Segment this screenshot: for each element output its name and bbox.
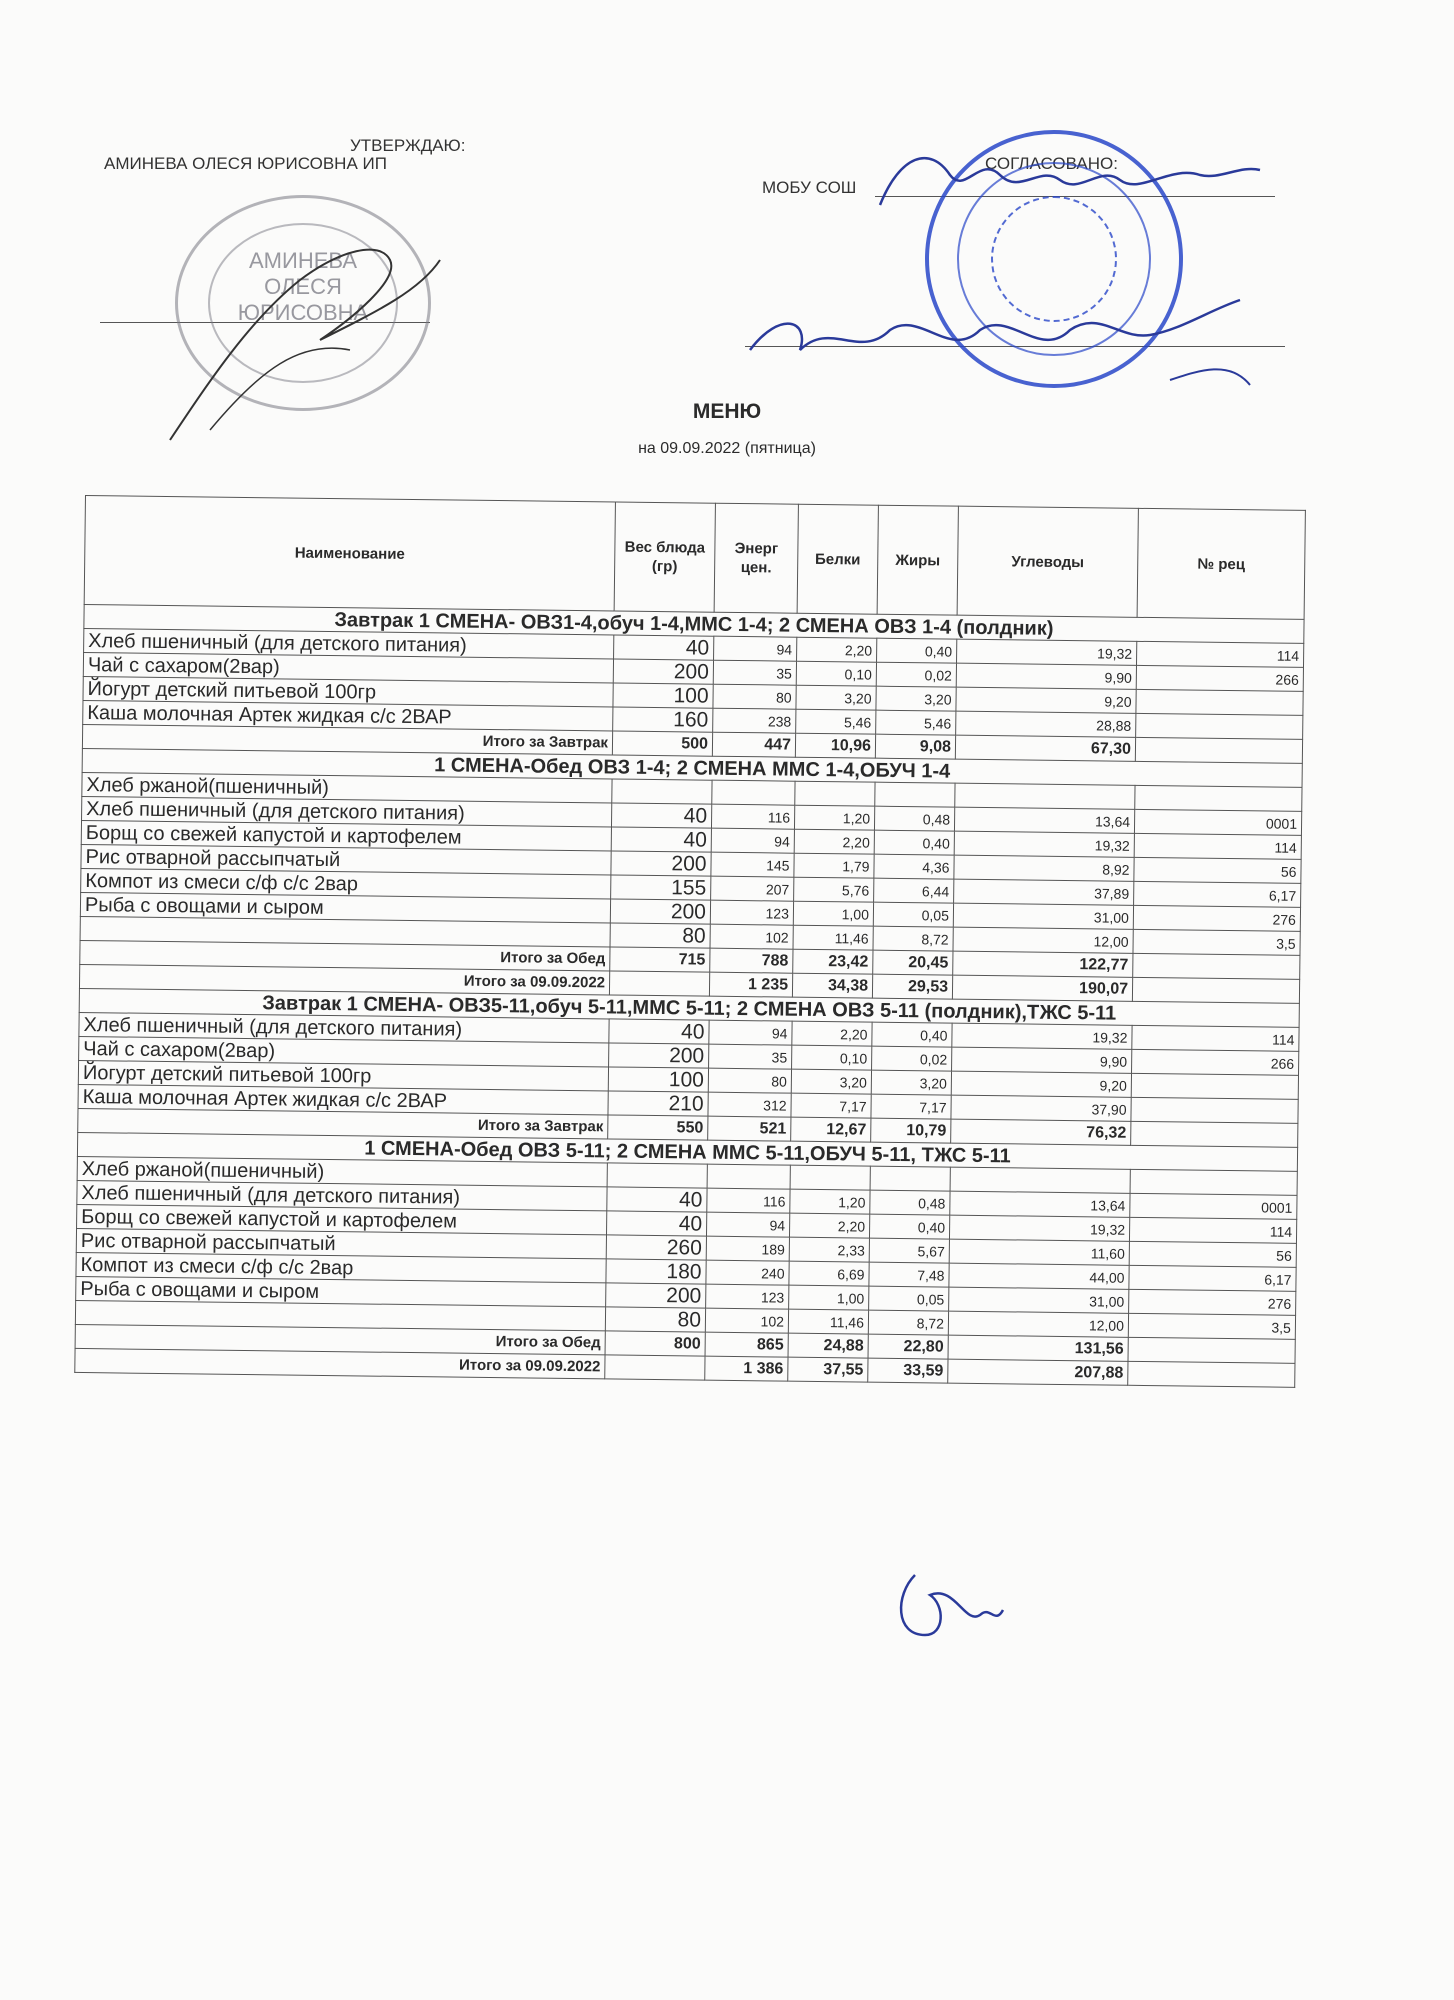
bottom-signature (885, 1555, 1005, 1645)
dish-name: Рыба с овощами и сыром (80, 892, 610, 922)
total-protein: 10,96 (795, 733, 875, 758)
dish-protein: 2,20 (797, 637, 877, 662)
dish-energy: 116 (711, 804, 794, 829)
dish-fat: 8,72 (868, 1310, 948, 1335)
dish-name: Йогурт детский питьевой 100гр (78, 1060, 608, 1090)
total-fat: 10,79 (871, 1118, 951, 1143)
dish-weight: 40 (611, 803, 711, 828)
dish-energy: 116 (707, 1188, 790, 1213)
totals-empty-cell (1131, 1121, 1298, 1147)
dish-name: Борщ со свежей капустой и картофелем (77, 1204, 607, 1234)
dish-protein: 7,17 (791, 1093, 871, 1118)
dish-weight: 260 (606, 1235, 706, 1260)
total-carbs: 122,77 (953, 951, 1133, 977)
dish-name: Хлеб пшеничный (для детского питания) (79, 1012, 609, 1042)
total-carbs: 67,30 (955, 735, 1135, 761)
recipe-number: 3,5 (1133, 929, 1300, 955)
dish-energy: 102 (705, 1308, 788, 1333)
dish-name: Чай с сахаром(2вар) (79, 1036, 609, 1066)
total-fat: 33,59 (868, 1358, 948, 1383)
recipe-number (1135, 785, 1302, 811)
dish-fat: 0,02 (872, 1046, 952, 1071)
dish-weight: 200 (609, 1043, 709, 1068)
dish-carbs: 19,32 (954, 831, 1134, 857)
total-weight: 550 (608, 1115, 708, 1140)
dish-name: Каша молочная Артек жидкая с/с 2ВАР (83, 700, 613, 730)
dish-energy: 80 (713, 684, 796, 709)
total-fat: 22,80 (868, 1334, 948, 1359)
dish-fat: 0,40 (877, 638, 957, 663)
dish-protein: 5,46 (796, 709, 876, 734)
dish-protein: 2,20 (789, 1213, 869, 1238)
dish-fat: 5,67 (869, 1238, 949, 1263)
dish-weight: 200 (611, 851, 711, 876)
dish-energy: 123 (706, 1284, 789, 1309)
dish-name: Каша молочная Артек жидкая с/с 2ВАР (78, 1084, 608, 1114)
column-header: Энерг цен. (714, 503, 798, 613)
total-weight: 715 (610, 947, 710, 972)
totals-label: Итого за Обед (75, 1324, 605, 1354)
dish-protein: 0,10 (796, 661, 876, 686)
column-header: Жиры (877, 505, 958, 615)
total-carbs: 190,07 (952, 975, 1132, 1001)
table-header-row (84, 496, 1305, 620)
menu-table-body (75, 604, 1304, 1387)
dish-weight: 155 (611, 875, 711, 900)
total-carbs: 131,56 (948, 1335, 1128, 1361)
dish-fat (875, 782, 955, 807)
total-fat: 29,53 (872, 974, 952, 999)
dish-name: Хлеб пшеничный (для детского питания) (84, 628, 614, 658)
recipe-number (1131, 1097, 1298, 1123)
total-weight (609, 971, 709, 996)
recipe-number (1136, 713, 1303, 739)
dish-protein: 2,20 (794, 829, 874, 854)
total-weight: 800 (605, 1331, 705, 1356)
recipe-number: 114 (1129, 1217, 1296, 1243)
total-protein: 23,42 (793, 949, 873, 974)
total-fat: 20,45 (873, 950, 953, 975)
dish-energy (707, 1164, 790, 1189)
dish-energy (712, 780, 795, 805)
column-header: Углеводы (957, 506, 1138, 617)
recipe-number: 6,17 (1129, 1265, 1296, 1291)
dish-name: Йогурт детский питьевой 100гр (83, 676, 613, 706)
dish-weight: 40 (606, 1211, 706, 1236)
dish-weight: 160 (613, 707, 713, 732)
dish-energy: 102 (710, 924, 793, 949)
recipe-number: 56 (1134, 857, 1301, 883)
dish-protein: 11,46 (788, 1309, 868, 1334)
dish-fat: 4,36 (874, 854, 954, 879)
total-energy: 788 (710, 948, 793, 973)
dish-weight: 180 (606, 1259, 706, 1284)
dish-fat: 7,17 (871, 1094, 951, 1119)
school-label: МОБУ СОШ (762, 178, 857, 197)
recipe-number: 0001 (1134, 809, 1301, 835)
totals-empty-cell (1132, 977, 1299, 1003)
page-subtitle: на 09.09.2022 (пятница) (638, 440, 816, 457)
totals-label: Итого за Завтрак (78, 1108, 608, 1138)
dish-name: Рис отварной рассыпчатый (81, 844, 611, 874)
dish-fat: 0,48 (874, 806, 954, 831)
total-energy: 1 235 (709, 972, 792, 997)
dish-carbs: 9,90 (952, 1047, 1132, 1073)
total-protein: 37,55 (788, 1357, 868, 1382)
page-title: МЕНЮ (692, 400, 762, 423)
totals-empty-cell (1128, 1361, 1295, 1387)
dish-carbs: 19,32 (949, 1215, 1129, 1241)
dish-protein (795, 781, 875, 806)
dish-protein: 11,46 (793, 925, 873, 950)
dish-energy: 145 (711, 852, 794, 877)
seal-text-line-1: АМИНЕВА (249, 248, 357, 273)
section-heading: 1 СМЕНА-Обед ОВЗ 5-11; 2 СМЕНА ММС 5-11,ОБУЧ 5-11, ТЖС 5-11 (77, 1132, 1297, 1171)
dish-fat: 0,40 (869, 1214, 949, 1239)
total-protein: 12,67 (791, 1117, 871, 1142)
dish-weight: 80 (605, 1307, 705, 1332)
dish-fat: 0,02 (876, 662, 956, 687)
total-energy: 521 (708, 1116, 791, 1141)
dish-carbs: 9,20 (956, 687, 1136, 713)
dish-weight: 80 (610, 923, 710, 948)
dish-protein: 1,20 (794, 805, 874, 830)
dish-name: Компот из смеси с/ф с/с 2вар (81, 868, 611, 898)
dish-fat: 0,40 (872, 1022, 952, 1047)
recipe-number (1136, 689, 1303, 715)
dish-energy: 35 (709, 1044, 792, 1069)
dish-energy: 80 (708, 1068, 791, 1093)
dish-protein: 0,10 (792, 1045, 872, 1070)
total-energy: 447 (712, 732, 795, 757)
totals-empty-cell (1128, 1337, 1295, 1363)
dish-name: Хлеб пшеничный (для детского питания) (77, 1180, 607, 1210)
dish-weight: 210 (608, 1091, 708, 1116)
totals-empty-cell (1135, 737, 1302, 763)
totals-label: Итого за Завтрак (82, 724, 612, 754)
dish-carbs: 9,90 (956, 663, 1136, 689)
agreed-signature (740, 290, 1260, 400)
agreed-label: СОГЛАСОВАНО: (985, 154, 1118, 173)
dish-weight: 200 (610, 899, 710, 924)
school-director-signature (870, 135, 1270, 255)
dish-energy: 94 (711, 828, 794, 853)
dish-energy: 94 (706, 1212, 789, 1237)
dish-protein: 1,00 (793, 901, 873, 926)
dish-energy: 312 (708, 1092, 791, 1117)
dish-weight: 40 (607, 1187, 707, 1212)
dish-energy: 189 (706, 1236, 789, 1261)
dish-name: Хлеб ржаной(пшеничный) (82, 772, 612, 802)
dish-fat (870, 1166, 950, 1191)
dish-carbs: 31,00 (953, 903, 1133, 929)
recipe-number: 0001 (1130, 1193, 1297, 1219)
total-fat: 9,08 (875, 734, 955, 759)
dish-name: Рис отварной рассыпчатый (76, 1228, 606, 1258)
dish-carbs: 13,64 (954, 807, 1134, 833)
dish-energy: 35 (713, 660, 796, 685)
column-header: № рец (1137, 508, 1305, 619)
dish-fat: 0,05 (869, 1286, 949, 1311)
dish-protein: 2,20 (792, 1021, 872, 1046)
dish-protein: 2,33 (789, 1237, 869, 1262)
dish-energy: 123 (710, 900, 793, 925)
dish-protein: 1,00 (789, 1285, 869, 1310)
dish-carbs (950, 1167, 1130, 1193)
dish-weight: 100 (613, 683, 713, 708)
recipe-number: 276 (1133, 905, 1300, 931)
dish-fat: 3,20 (876, 686, 956, 711)
dish-protein: 3,20 (791, 1069, 871, 1094)
dish-carbs: 8,92 (954, 855, 1134, 881)
approve-label: УТВЕРЖДАЮ: (350, 136, 466, 155)
totals-label: Итого за 09.09.2022 (79, 964, 609, 994)
recipe-number: 114 (1132, 1025, 1299, 1051)
recipe-number: 266 (1132, 1049, 1299, 1075)
dish-protein: 1,20 (790, 1189, 870, 1214)
dish-weight (607, 1163, 707, 1188)
dish-carbs: 13,64 (950, 1191, 1130, 1217)
dish-protein: 5,76 (794, 877, 874, 902)
recipe-number: 3,5 (1128, 1313, 1295, 1339)
dish-carbs: 19,32 (952, 1023, 1132, 1049)
dish-name: Чай с сахаром(2вар) (83, 652, 613, 682)
dish-fat: 0,48 (870, 1190, 950, 1215)
column-header: Наименование (84, 496, 615, 611)
dish-carbs: 31,00 (949, 1287, 1129, 1313)
totals-label: Итого за Обед (80, 940, 610, 970)
dish-fat: 5,46 (876, 710, 956, 735)
dish-fat: 7,48 (869, 1262, 949, 1287)
dish-carbs: 37,89 (954, 879, 1134, 905)
menu-table (74, 495, 1306, 1388)
dish-weight: 40 (611, 827, 711, 852)
dish-fat: 0,40 (874, 830, 954, 855)
totals-empty-cell (1133, 953, 1300, 979)
recipe-number: 276 (1129, 1289, 1296, 1315)
seal-text-line-2: ОЛЕСЯ (264, 274, 342, 299)
recipe-number: 266 (1136, 665, 1303, 691)
dish-weight: 40 (614, 635, 714, 660)
dish-carbs: 28,88 (956, 711, 1136, 737)
recipe-number: 114 (1136, 641, 1303, 667)
dish-carbs: 11,60 (949, 1239, 1129, 1265)
total-protein: 24,88 (788, 1333, 868, 1358)
dish-carbs: 12,00 (948, 1311, 1128, 1337)
dish-energy: 207 (711, 876, 794, 901)
recipe-number: 114 (1134, 833, 1301, 859)
total-energy: 1 386 (705, 1356, 788, 1381)
recipe-number (1131, 1073, 1298, 1099)
dish-protein: 3,20 (796, 685, 876, 710)
total-energy: 865 (705, 1332, 788, 1357)
dish-carbs (955, 783, 1135, 809)
section-heading: Завтрак 1 СМЕНА- ОВЗ5-11,обуч 5-11,ММС 5-11; 2 СМЕНА ОВЗ 5-11 (полдник),ТЖС 5-11 (79, 988, 1299, 1027)
dish-name: Борщ со свежей капустой и картофелем (81, 820, 611, 850)
total-carbs: 76,32 (951, 1119, 1131, 1145)
seal-text-line-3: ЮРИСОВНА (237, 300, 369, 325)
dish-name: Хлеб пшеничный (для детского питания) (82, 796, 612, 826)
dish-energy: 94 (714, 636, 797, 661)
dish-protein: 1,79 (794, 853, 874, 878)
dish-weight: 200 (606, 1283, 706, 1308)
total-weight: 500 (612, 731, 712, 756)
dish-carbs: 19,32 (957, 639, 1137, 665)
dish-weight: 200 (613, 659, 713, 684)
dish-name: Рыба с овощами и сыром (76, 1276, 606, 1306)
total-carbs: 207,88 (948, 1359, 1128, 1385)
dish-energy: 238 (713, 708, 796, 733)
dish-fat: 0,05 (873, 902, 953, 927)
column-header: Белки (797, 504, 878, 614)
dish-weight (612, 779, 712, 804)
dish-fat: 3,20 (871, 1070, 951, 1095)
recipe-number: 6,17 (1134, 881, 1301, 907)
total-protein: 34,38 (792, 973, 872, 998)
column-header: Вес блюда (гр) (614, 502, 715, 612)
dish-weight: 40 (609, 1019, 709, 1044)
dish-fat: 8,72 (873, 926, 953, 951)
approver-name: АМИНЕВА ОЛЕСЯ ЮРИСОВНА ИП (104, 154, 387, 173)
dish-energy: 240 (706, 1260, 789, 1285)
dish-protein: 6,69 (789, 1261, 869, 1286)
dish-carbs: 12,00 (953, 927, 1133, 953)
recipe-number: 56 (1129, 1241, 1296, 1267)
recipe-number (1130, 1169, 1297, 1195)
dish-protein (790, 1165, 870, 1190)
dish-carbs: 37,90 (951, 1095, 1131, 1121)
dish-name: Хлеб ржаной(пшеничный) (77, 1156, 607, 1186)
total-weight (605, 1355, 705, 1380)
section-heading: Завтрак 1 СМЕНА- ОВЗ1-4,обуч 1-4,ММС 1-4; 2 СМЕНА ОВЗ 1-4 (полдник) (84, 604, 1304, 643)
dish-name: Компот из смеси с/ф с/с 2вар (76, 1252, 606, 1282)
totals-label: Итого за 09.09.2022 (75, 1348, 605, 1378)
section-heading: 1 СМЕНА-Обед ОВЗ 1-4; 2 СМЕНА ММС 1-4,ОБУЧ 1-4 (82, 748, 1302, 787)
dish-fat: 6,44 (874, 878, 954, 903)
dish-carbs: 44,00 (949, 1263, 1129, 1289)
dish-energy: 94 (709, 1020, 792, 1045)
dish-carbs: 9,20 (951, 1071, 1131, 1097)
dish-weight: 100 (608, 1067, 708, 1092)
